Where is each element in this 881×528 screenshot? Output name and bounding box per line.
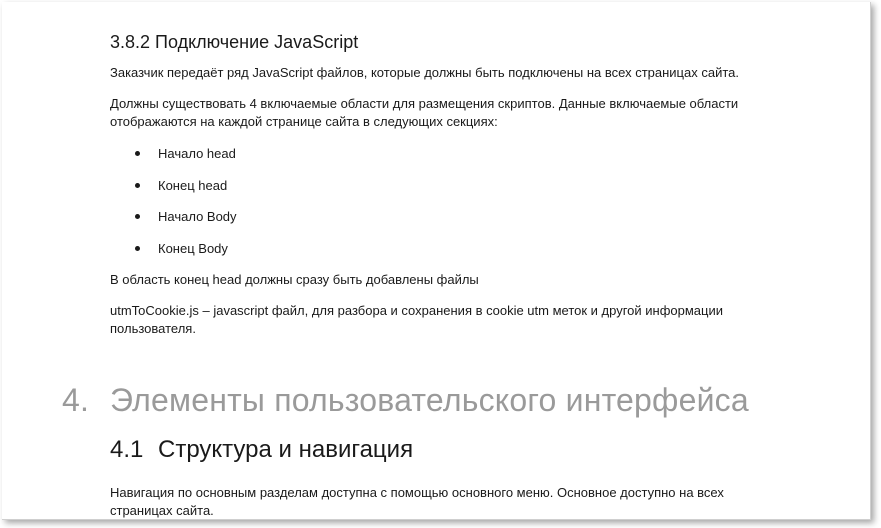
section-number: 4.1 [110,436,144,463]
chapter-number: 4. [62,382,90,418]
chapter-heading-4 [62,382,749,419]
section-heading-4-1 [110,436,413,464]
list-item-text: Конец head [158,177,228,193]
list-item [110,208,237,240]
list-item [110,177,237,209]
bullet-icon [135,151,140,156]
paragraph-customer-files: Заказчик передаёт ряд JavaScript файлов, которые должны быть подключены на всех страницах сайта. [110,65,739,80]
bullet-icon [135,183,140,188]
document-page [2,2,871,520]
paragraph-include-areas: Должны существовать 4 включаемые области для размещения скриптов. Данные включаемые области отображаются на каждой странице сайта в следующих секциях: [110,96,739,129]
list-item [110,240,237,272]
chapter-title: Элементы пользовательского интерфейса [110,382,749,418]
list-item-text: Конец Body [158,240,228,256]
paragraph-navigation: Навигация по основным разделам доступна с помощью основного меню. Основное доступно на всех страницах сайта. [110,485,724,518]
list-item-text: Начало head [158,146,236,161]
bullet-icon [135,246,140,251]
paragraph-utm-cookie: utmToCookie.js – javascript файл, для разбора и сохранения в cookie utm меток и другой информации пользователя. [110,303,723,336]
bullet-list-sections [110,145,237,271]
paragraph-head-files: В область конец head должны сразу быть добавлены файлы [110,272,479,287]
section-title: Структура и навигация [158,436,414,463]
list-item-text: Начало Body [158,209,237,225]
bullet-icon [135,214,140,219]
section-heading-3-8-2: 3.8.2 Подключение JavaScript [110,32,359,52]
list-item [110,145,237,177]
